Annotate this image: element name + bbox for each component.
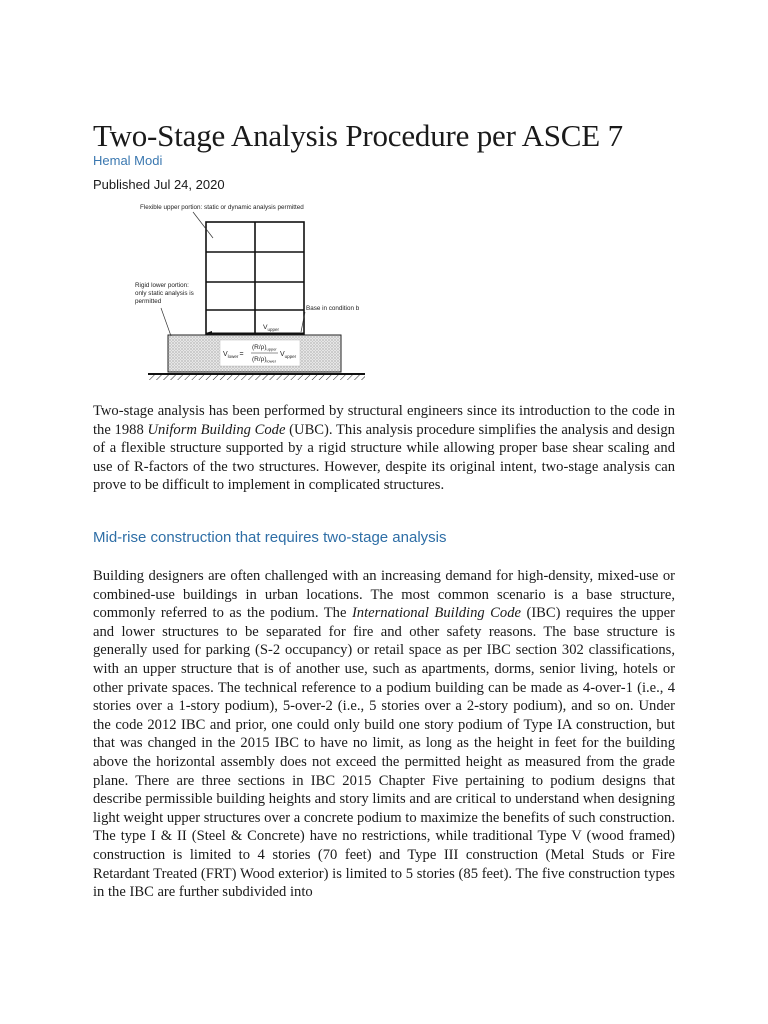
label-upper: Flexible upper portion: static or dynamic analysis permitted — [140, 204, 304, 211]
leader-upper — [193, 212, 213, 238]
ratio-bottom-sub: lower — [266, 358, 277, 364]
ground-hatch — [148, 375, 365, 380]
intro-text-2: (UBC). This analysis procedure simplifies the analysis and design of a flexible structure supported by a rigid structure while allowing proper base shear scaling and use of R-factors of the two structures. However, despite its original intent, two-stage analysis can prove to be difficult to implement in complicated structures. — [93, 421, 675, 494]
label-lower-1: Rigid lower portion: — [135, 282, 189, 289]
label-base: Base in condition b — [306, 305, 360, 312]
label-lower-3: permitted — [135, 298, 162, 305]
v-lower-sub: lower — [227, 354, 239, 359]
ratio-top: (R/ρ) — [252, 344, 267, 351]
article-title: Two-Stage Analysis Procedure per ASCE 7 — [93, 118, 623, 153]
author-link[interactable]: Hemal Modi — [93, 153, 163, 168]
ratio-bottom: (R/ρ) — [252, 356, 267, 363]
label-lower-2: only static analysis is — [135, 290, 194, 297]
body-text-2: (IBC) requires the upper and lower structures to be separated for fire and other safety reasons. The base structure is generally used for parking (S-2 occupancy) or retail space as per IBC section 302 classifications, with an upper structure that is of another use, such as apartments, dorms, senior living, hotels or other private spaces. The technical reference to a podium building can be made as 4-over-1 (i.e., 4 stories over a 1-story podium), 5-over-2 (i.e., 5 stories over a 2-story podium), and so on. Under the code 2012 IBC and prior, one could only build one story podium of Type IA construction, but that was changed in the 2015 IBC to have no limit, as long as the height in feet for the building above the horizontal assembly does not exceed the permitted height as measured from the grade plane. There are three sections in IBC 2015 Chapter Five pertaining to podium designs that describe permissible building heights and story limits and are critical to understand when designing light weight upper structures over a concrete podium to maximize the benefits of such construction. The type I & II (Steel & Concrete) have no restrictions, while traditional Type V (wood framed) construction is limited to 4 stories (70 feet) and Type III construction (Metal Studs or Fire Retardant Treated (FRT) Wood exterior) is limited to 5 stories (85 feet). The five construction types in the IBC are further subdivided into — [93, 605, 675, 901]
v-upper-symbol: V — [263, 324, 268, 331]
svg-text:Vupper — [263, 324, 280, 332]
v-lower-symbol: V — [223, 351, 228, 358]
published-date: Published Jul 24, 2020 — [93, 177, 225, 192]
upper-frame — [206, 222, 304, 334]
two-stage-diagram — [133, 198, 383, 383]
section-heading: Mid-rise construction that requires two-stage analysis — [93, 529, 447, 546]
intro-italic-ubc: Uniform Building Code — [147, 421, 286, 438]
body-italic-ibc: International Building Code — [351, 605, 521, 622]
intro-text-1: Two-stage analysis has been performed by structural engineers since its introduction to the code in the 1988 — [93, 403, 675, 438]
leader-lower — [161, 308, 171, 336]
v-upper-sub: upper — [267, 327, 280, 332]
body-text-1: Building designers are often challenged with an increasing demand for high-density, mixed-use or combined-use buildings in urban locations. The most common scenario is a base structure, commonly referred to as the podium. The — [93, 568, 675, 622]
body-paragraph — [93, 567, 675, 902]
v-upper-2-symbol: V — [280, 351, 285, 358]
v-upper-2-sub: upper — [284, 354, 297, 359]
equation-equals: = — [239, 351, 244, 358]
ratio-top-sub: upper — [266, 346, 277, 352]
intro-paragraph — [93, 402, 675, 495]
